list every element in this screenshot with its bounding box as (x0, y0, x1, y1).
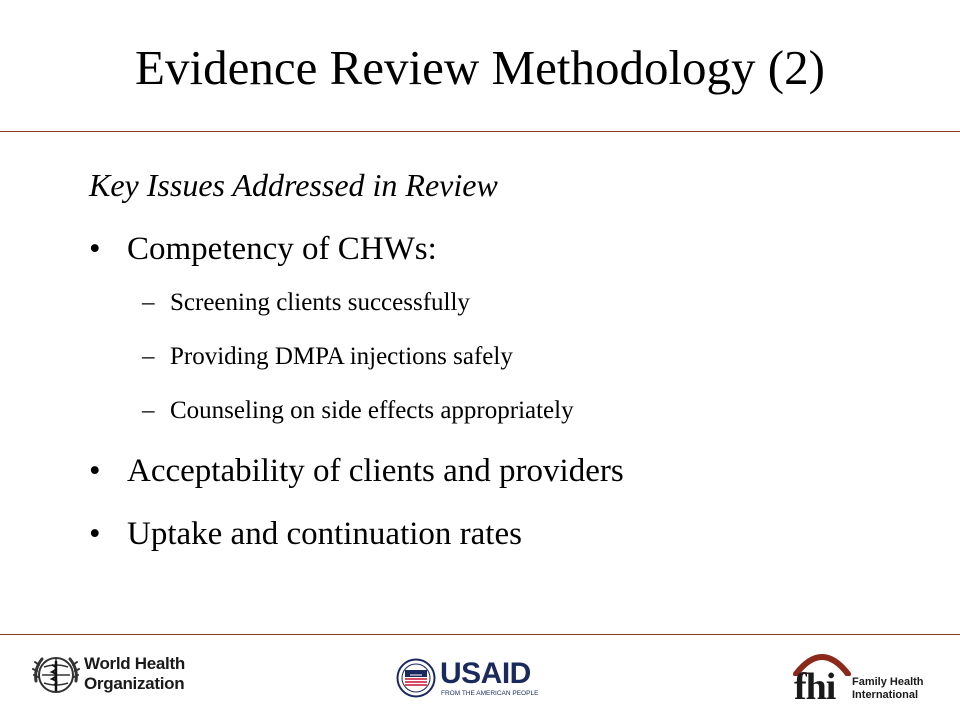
fhi-name-line1: Family Health (852, 676, 924, 688)
bullet-glyph: • (89, 453, 101, 489)
who-name-line1: World Health (84, 654, 185, 673)
usaid-tagline: FROM THE AMERICAN PEOPLE (441, 690, 539, 697)
sub-bullet-glyph: – (142, 343, 155, 370)
usaid-logo (396, 656, 539, 704)
bullet-text: Acceptability of clients and providers (127, 453, 624, 489)
subheading: Key Issues Addressed in Review (89, 167, 498, 203)
fhi-name-line2: International (852, 689, 919, 701)
sub-bullet-glyph: – (142, 397, 155, 424)
bullet-text: Competency of CHWs: (127, 231, 437, 267)
footer-rule (0, 634, 960, 635)
sub-bullet-text: Providing DMPA injections safely (170, 343, 513, 370)
bullet-glyph: • (89, 516, 101, 552)
sub-bullet-text: Screening clients successfully (170, 289, 470, 316)
slide-title: Evidence Review Methodology (2) (135, 40, 825, 95)
sub-bullet-item (142, 394, 574, 428)
usaid-seal-icon (396, 658, 436, 698)
sub-bullet-glyph: – (142, 289, 155, 316)
who-emblem-icon (32, 651, 80, 699)
who-name-line2: Organization (84, 674, 185, 693)
title-rule (0, 131, 960, 132)
sub-bullet-item (142, 286, 470, 320)
bullet-item (89, 512, 522, 556)
bullet-item (89, 449, 624, 493)
sub-bullet-item (142, 340, 513, 374)
bullet-text: Uptake and continuation rates (127, 516, 522, 552)
who-logo (32, 648, 192, 702)
fhi-logo (786, 646, 946, 708)
sub-bullet-text: Counseling on side effects appropriately (170, 397, 574, 424)
bullet-glyph: • (89, 231, 101, 267)
bullet-item (89, 227, 437, 271)
usaid-wordmark: USAID (440, 657, 531, 690)
fhi-wordmark: fhi (794, 666, 836, 708)
